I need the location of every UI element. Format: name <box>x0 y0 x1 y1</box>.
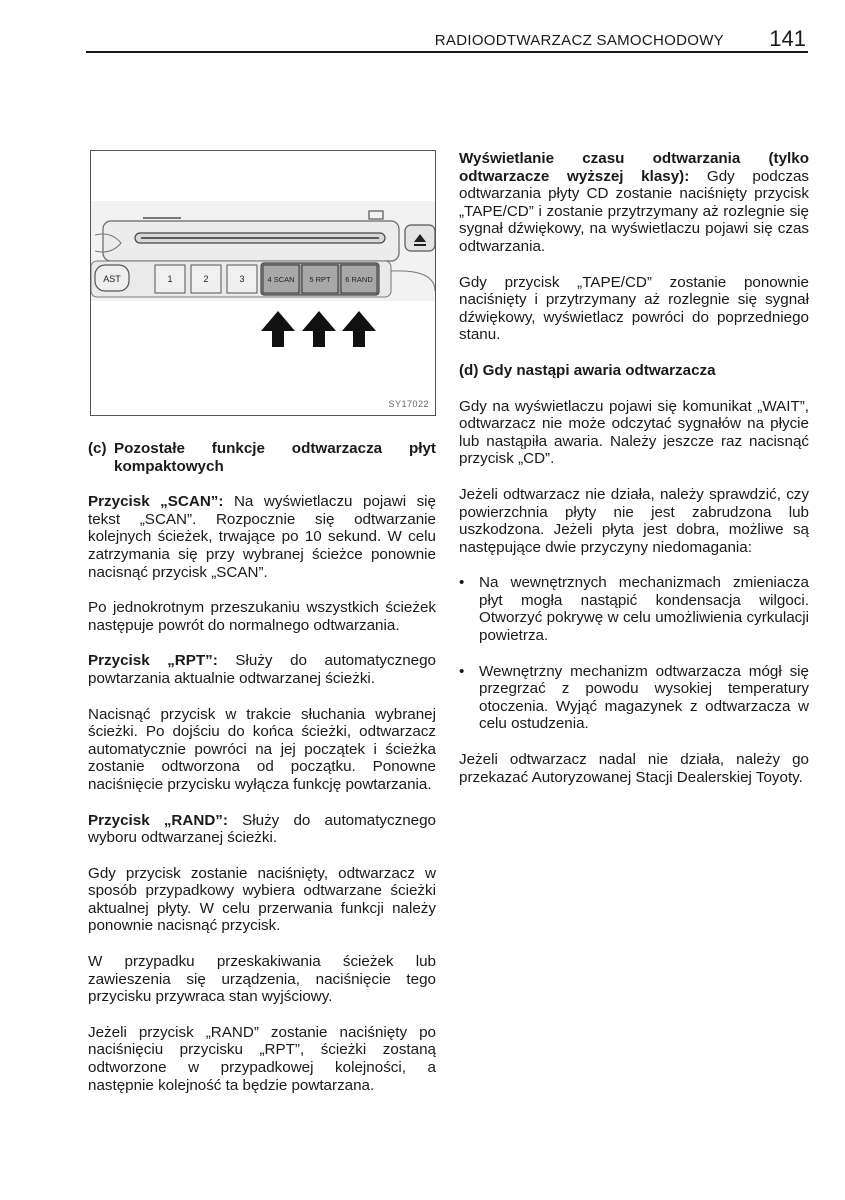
list-item-text: Na wewnętrznych mechanizmach zmieniacza płyt mogła nastąpić kondensacja wilgoci. Otworzyć pokrywę w celu umożliwienia cyrkulacji powietrza. <box>479 574 809 645</box>
section-c-title: Pozostałe funkcje odtwarzacza płyt kompaktowych <box>114 440 436 475</box>
time-return-paragraph: Gdy przycisk „TAPE/CD” zostanie ponownie naciśnięty i przytrzymany aż rozlegnie się sygnał dźwiękowy, wyświetlacz powróci do poprzedniego stanu. <box>459 273 809 344</box>
rpt-text: Służy do automatycznego powtarzania aktualnie odtwarzanej ścieżki. <box>88 652 436 687</box>
rpt-paragraph <box>88 652 436 687</box>
left-column <box>88 440 436 1112</box>
dealer-paragraph: Jeżeli odtwarzacz nadal nie działa, należy go przekazać Autoryzowanej Stacji Dealerskiej Toyoty. <box>459 751 809 786</box>
wait-paragraph: Gdy na wyświetlaczu pojawi się komunikat „WAIT”, odtwarzacz nie może odczytać sygnałów na płycie lub nastąpiła awaria. Należy jeszcze raz nacisnąć przycisk „CD”. <box>459 397 809 468</box>
cd-player-illustration <box>90 150 436 416</box>
list-item-text: Wewnętrzny mechanizm odtwarzacza mógł się przegrzać z powodu wysokiej temperatury otoczenia. Wyjąć magazynek z odtwarzacza w celu ostudzenia. <box>479 662 809 733</box>
time-display-text: Gdy podczas odtwarzania płyty CD zostanie naciśnięty przycisk „TAPE/CD” i zostanie przytrzymany aż rozlegnie się sygnał dźwiękowy, na wyświetlaczu pojawi się czas odtwarzania. <box>459 167 809 255</box>
preset-2-label: 2 <box>203 274 209 284</box>
page-number: 141 <box>769 26 806 51</box>
bullet-icon: • <box>459 662 465 680</box>
scan-label: Przycisk „SCAN”: <box>88 493 224 511</box>
ast-button-label: AST <box>103 274 121 284</box>
rpt-button-label: 5 RPT <box>309 275 331 284</box>
rand-detail-paragraph: Gdy przycisk zostanie naciśnięty, odtwarzacz w sposób przypadkowy wybiera odtwarzane ścieżki aktualnej płyty. W celu przerwania funkcji należy ponownie nacisnąć przycisk. <box>88 864 436 935</box>
scan-text: Na wyświetlaczu pojawi się tekst „SCAN”. Rozpocznie się odtwarzanie kolejnych ścieżek, trwające po 10 sekund. W celu zatrzymania się przy wybranej ścieżce ponownie nacisnąć przycisk „SCAN”. <box>88 493 436 581</box>
rand-button-label: 6 RAND <box>345 275 373 284</box>
cd-player-drawing <box>91 151 435 415</box>
header-rule <box>86 51 808 53</box>
skip-paragraph: W przypadku przeskakiwania ścieżek lub zawieszenia się urządzenia, naciśnięcie tego przycisku przywraca stan wyjściowy. <box>88 953 436 1006</box>
arrow-up-icon <box>261 311 295 347</box>
right-column <box>459 150 809 804</box>
section-d-heading: (d) Gdy nastąpi awaria odtwarzacza <box>459 361 716 379</box>
figure-code: SY17022 <box>388 399 429 409</box>
time-display-label: Wyświetlanie czasu odtwarzania (tylko odtwarzacze wyższej klasy): <box>459 150 809 185</box>
scan-button-label: 4 SCAN <box>267 275 295 284</box>
time-display-paragraph <box>459 150 809 256</box>
header-title: RADIOODTWARZACZ SAMOCHODOWY <box>434 32 724 49</box>
list-item <box>459 663 809 733</box>
rand-text: Służy do automatycznego wyboru odtwarzanej ścieżki. <box>88 811 436 847</box>
scan-return-paragraph: Po jednokrotnym przeszukaniu wszystkich ścieżek następuje powrót do normalnego odtwarzania. <box>88 599 436 634</box>
arrow-up-icon <box>302 311 336 347</box>
rand-label: Przycisk „RAND”: <box>88 811 228 829</box>
causes-list <box>459 574 809 733</box>
preset-1-label: 1 <box>167 274 173 284</box>
section-c-label: (c) <box>88 440 107 457</box>
list-item <box>459 574 809 644</box>
scan-paragraph <box>88 493 436 581</box>
check-paragraph: Jeżeli odtwarzacz nie działa, należy sprawdzić, czy powierzchnia płyty nie jest zabrudzona lub uszkodzona. Jeżeli płyta jest dobra, możliwe są następujące dwie przyczyny niedomagania: <box>459 485 809 556</box>
rpt-label: Przycisk „RPT”: <box>88 652 218 670</box>
bullet-icon: • <box>459 574 465 592</box>
rand-rpt-paragraph: Jeżeli przycisk „RAND” zostanie naciśnięty po naciśnięciu przycisku „RPT”, ścieżki zostaną odtworzone w przypadkowej kolejności, a następnie kolejność ta będzie powtarzana. <box>88 1023 436 1094</box>
section-c-heading <box>88 440 436 475</box>
preset-3-label: 3 <box>239 274 245 284</box>
rpt-detail-paragraph: Nacisnąć przycisk w trakcie słuchania wybranej ścieżki. Po dojściu do końca ścieżki, odtwarzacz automatycznie powróci na jej początek i ścieżka zostanie odtworzona od początku. Ponowne naciśnięcie przycisku wyłącza funkcję powtarzania. <box>88 705 436 793</box>
arrow-up-icon <box>342 311 376 347</box>
page-header <box>86 26 810 54</box>
rand-paragraph <box>88 812 436 847</box>
